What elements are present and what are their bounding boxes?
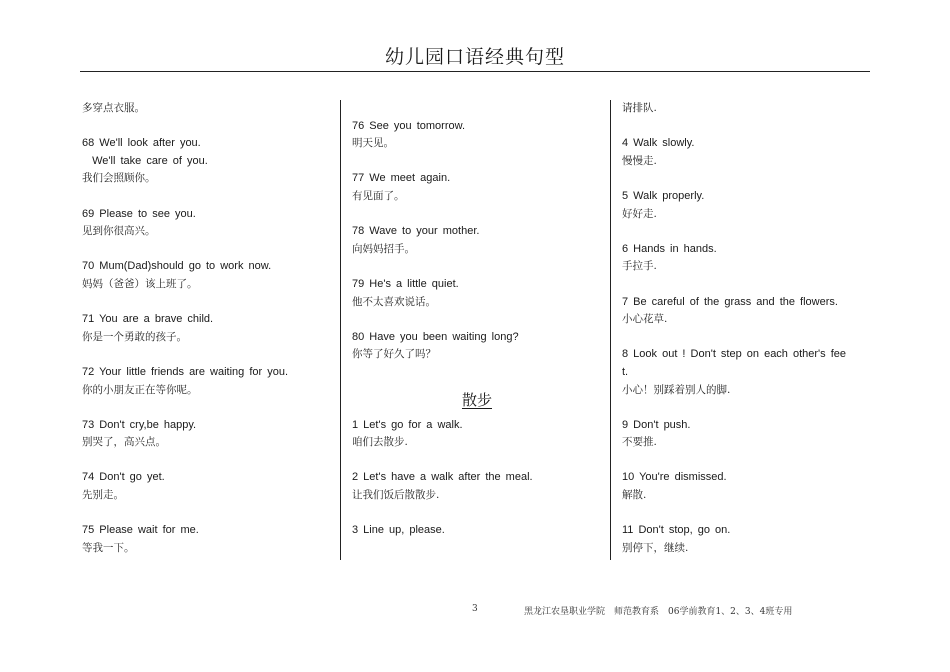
phrase-chinese: 向妈妈招手。 — [352, 242, 415, 255]
phrase-english-continued: t. — [622, 365, 629, 378]
phrase-chinese: 别哭了，高兴点。 — [82, 436, 166, 449]
phrase-english: 78 Wave to your mother. — [352, 225, 480, 238]
phrase-english: 8 Look out ! Don't step on each other's fee — [622, 348, 847, 361]
column-divider-2 — [610, 100, 611, 560]
phrase-chinese: 见到你很高兴。 — [82, 225, 156, 238]
phrase-english: 71 You are a brave child. — [82, 313, 214, 326]
phrase-chinese: 请排队. — [622, 102, 657, 114]
header-rule — [80, 71, 870, 72]
phrase-entry — [622, 417, 872, 452]
phrase-english: 76 See you tomorrow. — [352, 119, 466, 132]
phrase-entry — [622, 100, 872, 118]
phrase-entry — [622, 188, 872, 223]
phrase-english: 4 Walk slowly. — [622, 137, 695, 150]
column-3 — [622, 100, 872, 560]
phrase-english: 73 Don't cry,be happy. — [82, 418, 197, 431]
footer-text: 黑龙江农垦职业学院 师范教育系 06学前教育1、2、3、4班专用 — [524, 607, 793, 617]
phrase-chinese: 你等了好久了吗？ — [352, 348, 436, 361]
phrase-english: 9 Don't push. — [622, 418, 691, 431]
phrase-entry — [352, 417, 602, 452]
phrase-chinese: 多穿点衣服。 — [82, 102, 145, 114]
phrase-entry — [622, 469, 872, 504]
phrase-entry — [352, 469, 602, 504]
phrase-english: 80 Have you been waiting long? — [352, 330, 519, 343]
phrase-chinese: 先别走。 — [82, 489, 124, 502]
phrase-chinese: 小心！别踩着别人的脚. — [622, 383, 731, 396]
phrase-entry — [622, 294, 872, 329]
phrase-entry — [82, 311, 334, 346]
phrase-entry — [82, 469, 334, 504]
phrase-entry — [622, 241, 872, 276]
phrase-english: 75 Please wait for me. — [82, 524, 199, 537]
column-divider-1 — [340, 100, 341, 560]
phrase-english: 3 Line up, please. — [352, 524, 445, 537]
page-number: 3 — [472, 604, 478, 614]
phrase-entry — [622, 522, 872, 557]
phrase-entry — [82, 135, 334, 188]
phrase-entry — [82, 258, 334, 293]
phrase-english: 72 Your little friends are waiting for you. — [82, 365, 289, 378]
phrase-chinese: 你的小朋友正在等你呢。 — [82, 383, 198, 396]
phrase-entry — [352, 223, 602, 258]
phrase-entry — [622, 346, 872, 399]
phrase-english: 5 Walk properly. — [622, 189, 705, 202]
phrase-entry — [82, 100, 334, 118]
phrase-entry — [352, 329, 602, 364]
phrase-entry — [82, 417, 334, 452]
phrase-english: 70 Mum(Dad)should go to work now. — [82, 260, 272, 273]
phrase-entry — [352, 522, 602, 540]
phrase-chinese: 让我们饭后散散步. — [352, 488, 440, 501]
phrase-chinese: 妈妈（爸爸）该上班了。 — [82, 277, 198, 290]
phrase-english: 74 Don't go yet. — [82, 471, 165, 484]
section-heading-walk: 散步 — [461, 390, 492, 409]
phrase-chinese: 咱们去散步. — [352, 436, 408, 449]
phrase-english: 10 You're dismissed. — [622, 471, 727, 484]
phrase-entry — [82, 364, 334, 399]
phrase-chinese: 你是一个勇敢的孩子。 — [82, 330, 187, 343]
column-1 — [82, 100, 334, 560]
page-title: 幼儿园口语经典句型 — [384, 46, 565, 68]
phrase-chinese: 我们会照顾你。 — [82, 172, 156, 185]
phrase-entry — [82, 206, 334, 241]
phrase-entry — [352, 118, 602, 153]
phrase-chinese: 解散. — [622, 489, 647, 502]
phrase-english: 11 Don't stop, go on. — [622, 524, 731, 537]
phrase-english-alt: We'll take care of you. — [82, 154, 208, 167]
phrase-chinese: 有见面了。 — [352, 189, 405, 202]
phrase-chinese: 明天见。 — [352, 137, 394, 150]
phrase-chinese: 别停下，继续. — [622, 541, 689, 554]
phrase-entry — [352, 276, 602, 311]
phrase-english: 7 Be careful of the grass and the flowers. — [622, 295, 838, 308]
phrase-chinese: 手拉手. — [622, 260, 657, 273]
column-2 — [352, 100, 602, 560]
phrase-chinese: 他不太喜欢说话。 — [352, 295, 436, 308]
phrase-chinese: 小心花草. — [622, 313, 668, 326]
phrase-chinese: 等我一下。 — [82, 541, 135, 554]
phrase-chinese: 好好走. — [622, 207, 657, 220]
phrase-english: 68 We'll look after you. — [82, 137, 201, 150]
phrase-english: 6 Hands in hands. — [622, 242, 717, 255]
phrase-entry — [82, 522, 334, 557]
phrase-chinese: 不要推. — [622, 436, 657, 449]
phrase-english: 1 Let's go for a walk. — [352, 418, 463, 431]
phrase-entry — [622, 135, 872, 170]
phrase-english: 77 We meet again. — [352, 172, 451, 185]
phrase-english: 79 He's a little quiet. — [352, 277, 459, 290]
phrase-chinese: 慢慢走. — [622, 154, 657, 167]
phrase-english: 69 Please to see you. — [82, 207, 196, 220]
phrase-entry — [352, 170, 602, 205]
phrase-english: 2 Let's have a walk after the meal. — [352, 471, 533, 484]
